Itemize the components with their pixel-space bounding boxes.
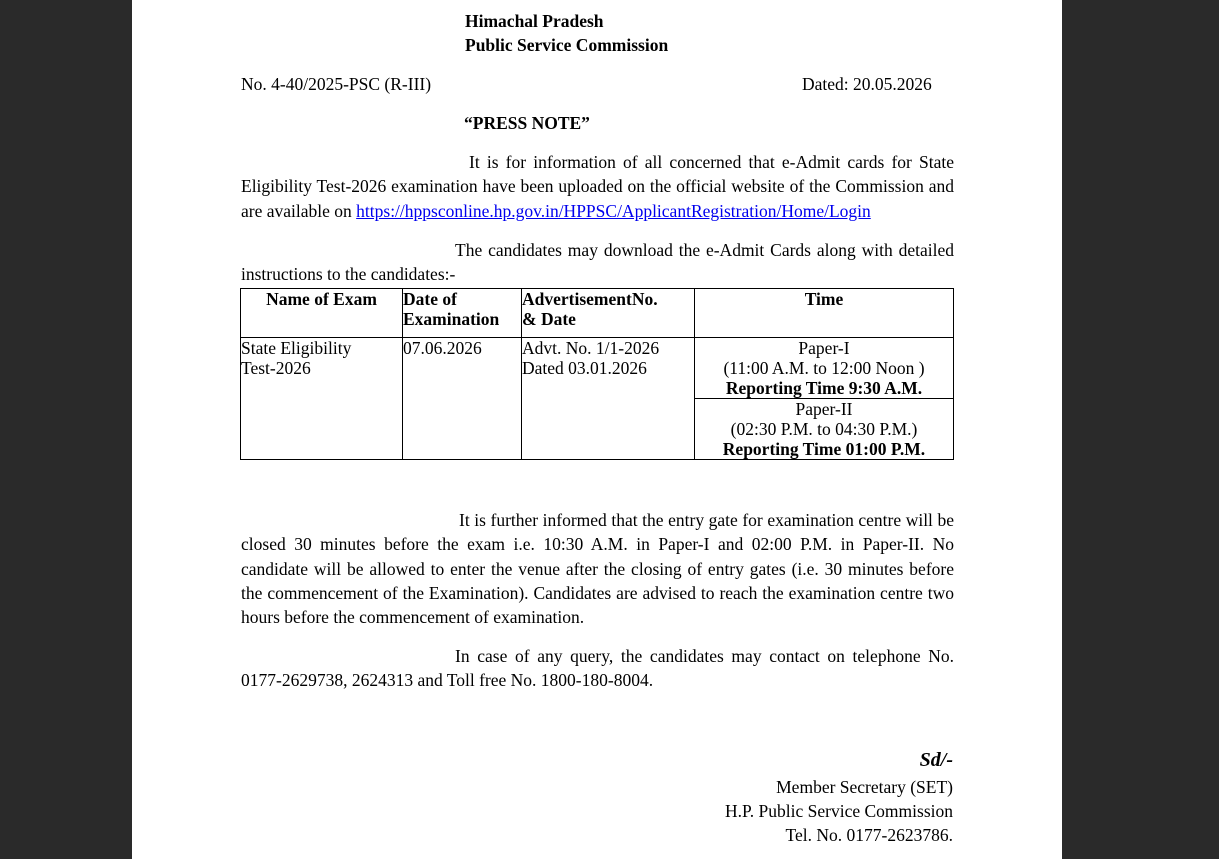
paper-1-name: Paper-I xyxy=(798,338,850,358)
paper-2-name: Paper-II xyxy=(795,399,853,419)
cell-exam-date: 07.06.2026 xyxy=(403,338,522,460)
cell-paper-1-time xyxy=(695,338,954,399)
signatory-telephone: Tel. No. 0177-2623786. xyxy=(785,825,953,845)
document-page xyxy=(132,0,1062,859)
paragraph-entry-gate xyxy=(241,508,954,629)
header-line-1: Himachal Pradesh xyxy=(465,11,604,31)
cell-paper-2-time xyxy=(695,399,954,460)
cell-exam-name: State Eligibility Test-2026 xyxy=(241,338,403,460)
paper-1-time: (11:00 A.M. to 12:00 Noon ) xyxy=(723,358,925,378)
header-name-of-exam: Name of Exam xyxy=(241,289,403,338)
paper-2-reporting-time: Reporting Time 01:00 P.M. xyxy=(722,439,926,459)
header-advertisement: AdvertisementNo. & Date xyxy=(522,289,695,338)
header-time: Time xyxy=(695,289,954,338)
reference-number: No. 4-40/2025-PSC (R-III) xyxy=(241,74,432,94)
table-row xyxy=(241,338,954,399)
paragraph-entry-gate-text: It is further informed that the entry gate for examination centre will be closed 30 minutes before the exam i.e. 10:30 A.M. in Paper-I and 02:00 P.M. in Paper-II. No candidate will be allowed to enter the venue after the closing of entry gates (i.e. 30 minutes before the commencement of the Examination). Candidates are advised to reach the examination centre two hours before the commencement of examination. xyxy=(241,510,954,628)
header-line-2: Public Service Commission xyxy=(465,35,669,55)
signatory-designation: Member Secretary (SET) xyxy=(776,777,953,797)
paragraph-contact xyxy=(241,644,954,693)
paper-2-time: (02:30 P.M. to 04:30 P.M.) xyxy=(730,419,918,439)
signature-sd: Sd/- xyxy=(919,749,953,771)
press-note-title: “PRESS NOTE” xyxy=(464,113,590,133)
paper-1-reporting-time: Reporting Time 9:30 A.M. xyxy=(725,378,923,398)
reference-date: Dated: 20.05.2026 xyxy=(802,74,932,94)
paragraph-download-instructions xyxy=(241,238,954,287)
commission-website-link[interactable]: https://hppsconline.hp.gov.in/HPPSC/ApplicantRegistration/Home/Login xyxy=(356,200,871,221)
cell-advertisement: Advt. No. 1/1-2026 Dated 03.01.2026 xyxy=(522,338,695,460)
signatory-office: H.P. Public Service Commission xyxy=(725,801,953,821)
paragraph-admit-cards xyxy=(241,150,954,223)
paragraph-download-text: The candidates may download the e-Admit Cards along with detailed instructions to the candidates:- xyxy=(241,240,954,285)
paragraph-contact-text: In case of any query, the candidates may contact on telephone No. 0177-2629738, 2624313 and Toll free No. 1800-180-8004. xyxy=(241,646,954,691)
paragraph-admit-cards-text: It is for information of all concerned that e-Admit cards for State Eligibility Test-2026 examination have been uploaded on the official website of the Commission and are available on xyxy=(241,152,954,221)
exam-schedule-table xyxy=(240,288,954,460)
header-date-of-examination: Date of Examination xyxy=(403,289,522,338)
table-header-row xyxy=(241,289,954,338)
